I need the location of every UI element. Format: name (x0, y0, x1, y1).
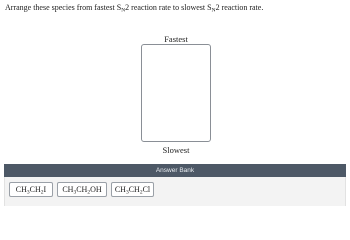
question-part: Arrange these species from fastest S (5, 3, 122, 12)
formula-subscript: 2 (87, 189, 91, 196)
answer-chip-ch3ch2i[interactable] (9, 182, 53, 197)
formula-part: OH (90, 185, 102, 194)
formula-subscript: 3 (125, 189, 129, 196)
answer-bank-area (4, 177, 346, 206)
formula-part: CH (114, 185, 126, 194)
question-part: 2 reaction rate to slowest S (125, 3, 212, 12)
answer-bank-header: Answer Bank (4, 164, 346, 177)
formula-part: Cl (142, 185, 151, 194)
formula-part: CH (62, 185, 74, 194)
formula-part: CH (29, 185, 41, 194)
fastest-label: Fastest (164, 34, 188, 44)
ranking-drop-zone[interactable] (141, 44, 211, 142)
question-subscript: N (121, 7, 126, 14)
formula-part: CH (15, 185, 27, 194)
formula-subscript: 2 (139, 189, 143, 196)
formula-subscript: 3 (26, 189, 30, 196)
formula-subscript: 3 (73, 189, 77, 196)
answer-chip-ch3ch2cl[interactable] (111, 182, 154, 197)
formula-part: CH (128, 185, 140, 194)
formula-part: I (43, 185, 47, 194)
formula-part: CH (76, 185, 88, 194)
slowest-label: Slowest (162, 145, 190, 155)
question-subscript: N (211, 7, 216, 14)
answer-chip-ch3ch2oh[interactable] (57, 182, 107, 197)
question-part: 2 reaction rate. (215, 3, 264, 12)
question-text (5, 2, 345, 14)
formula-subscript: 2 (40, 189, 44, 196)
